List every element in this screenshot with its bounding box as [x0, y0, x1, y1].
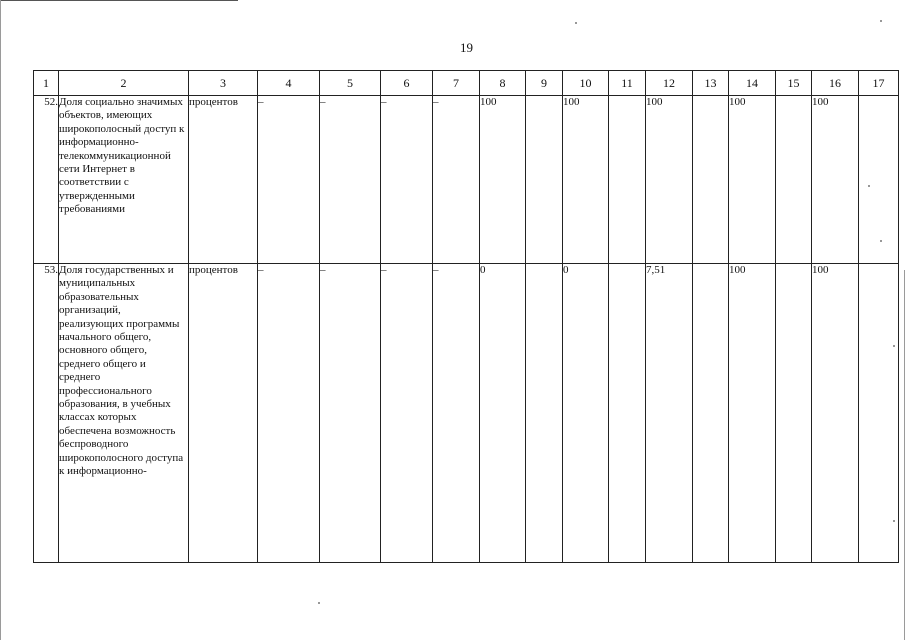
header-cell: 4 — [258, 71, 320, 96]
header-cell: 17 — [859, 71, 899, 96]
value-cell: – — [381, 264, 433, 563]
scan-speck — [318, 602, 320, 604]
value-cell — [526, 264, 563, 563]
unit-cell: процентов — [189, 96, 258, 264]
value-cell: – — [433, 264, 480, 563]
scan-speck — [893, 345, 895, 347]
header-cell: 6 — [381, 71, 433, 96]
value-cell: 100 — [563, 96, 609, 264]
value-cell — [693, 264, 729, 563]
header-cell: 12 — [646, 71, 693, 96]
value-cell — [776, 96, 812, 264]
value-cell: – — [381, 96, 433, 264]
header-cell: 10 — [563, 71, 609, 96]
value-cell — [859, 264, 899, 563]
scan-speck — [880, 20, 882, 22]
row-number: 53. — [34, 264, 59, 563]
value-cell: 7,51 — [646, 264, 693, 563]
header-cell: 9 — [526, 71, 563, 96]
table-row — [34, 96, 899, 264]
scan-speck — [868, 185, 870, 187]
value-cell: – — [258, 96, 320, 264]
header-cell: 3 — [189, 71, 258, 96]
value-cell: – — [320, 96, 381, 264]
header-cell: 1 — [34, 71, 59, 96]
value-cell — [859, 96, 899, 264]
value-cell — [776, 264, 812, 563]
scan-speck — [575, 22, 577, 24]
header-cell: 11 — [609, 71, 646, 96]
value-cell: 0 — [480, 264, 526, 563]
scan-speck — [880, 240, 882, 242]
unit-cell: процентов — [189, 264, 258, 563]
page-edge-top — [0, 0, 238, 1]
value-cell — [609, 264, 646, 563]
header-cell: 15 — [776, 71, 812, 96]
value-cell: 0 — [563, 264, 609, 563]
value-cell: 100 — [480, 96, 526, 264]
value-cell: 100 — [812, 96, 859, 264]
value-cell: – — [320, 264, 381, 563]
value-cell: 100 — [812, 264, 859, 563]
header-cell: 2 — [59, 71, 189, 96]
header-cell: 7 — [433, 71, 480, 96]
value-cell: 100 — [646, 96, 693, 264]
page-edge-left — [0, 0, 1, 640]
value-cell — [526, 96, 563, 264]
header-cell: 14 — [729, 71, 776, 96]
indicator-name: Доля государственных и муниципальных образовательных организаций, реализующих программы начального общего, основного общего, среднего общего и среднего профессионального образования, в учебных классах которых обеспечена возможность беспроводного широкополосного доступа к информационно- — [59, 264, 189, 563]
value-cell: – — [258, 264, 320, 563]
header-cell: 5 — [320, 71, 381, 96]
value-cell: 100 — [729, 96, 776, 264]
header-row — [34, 71, 899, 96]
indicator-name: Доля социально значимых объектов, имеющих широкополосный доступ к информационно-телекоммуникационной сети Интернет в соответствии с утвержденными требованиями — [59, 96, 189, 264]
page-number: 19 — [460, 40, 473, 55]
value-cell — [609, 96, 646, 264]
header-cell: 16 — [812, 71, 859, 96]
value-cell: – — [433, 96, 480, 264]
table-row — [34, 264, 899, 563]
value-cell — [693, 96, 729, 264]
indicators-table — [33, 70, 899, 563]
header-cell: 8 — [480, 71, 526, 96]
header-cell: 13 — [693, 71, 729, 96]
row-number: 52. — [34, 96, 59, 264]
scan-speck — [893, 520, 895, 522]
value-cell: 100 — [729, 264, 776, 563]
